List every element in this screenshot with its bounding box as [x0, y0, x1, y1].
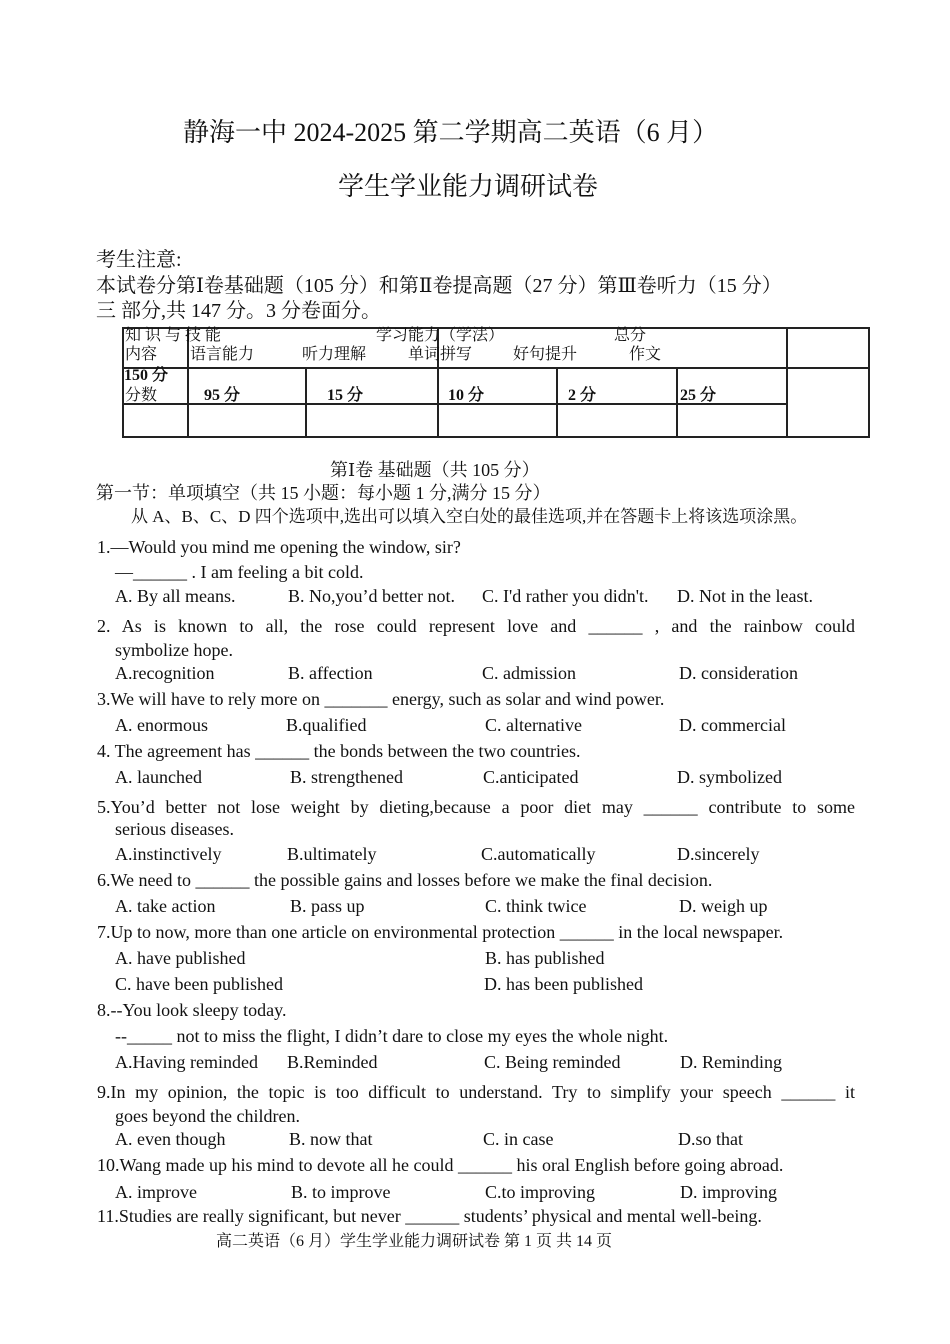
- option-c[interactable]: C. think twice: [485, 896, 587, 916]
- option-b[interactable]: B. affection: [288, 663, 373, 683]
- option-c[interactable]: C.anticipated: [483, 767, 579, 787]
- option-b[interactable]: B. No,you’d better not.: [288, 586, 455, 606]
- option-c[interactable]: C.to improving: [485, 1182, 596, 1202]
- option-a[interactable]: A. improve: [115, 1182, 197, 1202]
- notice-line-2: 三 部分,共 147 分。3 分卷面分。: [96, 300, 381, 322]
- question-stem: 10.Wang made up his mind to devote all he could ______ his oral English before going abroad.: [97, 1155, 784, 1175]
- table-score-sentence: 2 分: [568, 387, 597, 404]
- option-d[interactable]: D. Not in the least.: [677, 586, 813, 606]
- table-score-spelling: 10 分: [448, 387, 485, 404]
- option-a[interactable]: A. take action: [115, 896, 216, 916]
- option-c[interactable]: C. admission: [482, 663, 577, 683]
- option-c[interactable]: C. in case: [483, 1129, 554, 1149]
- option-a[interactable]: A. have published: [115, 948, 246, 968]
- table-header-learning: 学习能力（学法）: [376, 327, 505, 344]
- table-header-spelling: 单词拼写: [408, 346, 473, 363]
- table-total-score: 150 分: [124, 367, 169, 384]
- option-d[interactable]: D. weigh up: [679, 896, 768, 916]
- option-a[interactable]: A. launched: [115, 767, 202, 787]
- option-b[interactable]: B.qualified: [286, 715, 367, 735]
- table-header-total: 总分: [614, 327, 647, 344]
- section-instruction: 从 A、B、C、D 四个选项中,选出可以填入空白处的最佳选项,并在答题卡上将该选项涂黑。: [131, 507, 808, 526]
- option-a[interactable]: A.recognition: [115, 663, 215, 683]
- table-score-listening: 15 分: [327, 387, 364, 404]
- table-label-score: 分数: [125, 387, 158, 404]
- option-d[interactable]: D.so that: [678, 1129, 743, 1149]
- option-d[interactable]: D. has been published: [484, 974, 643, 994]
- option-c[interactable]: C. Being reminded: [484, 1052, 621, 1072]
- question-stem: --_____ not to miss the flight, I didn’t dare to close my eyes the whole night.: [115, 1026, 669, 1046]
- option-b[interactable]: B. now that: [289, 1129, 373, 1149]
- option-d[interactable]: D. symbolized: [677, 767, 782, 787]
- option-c[interactable]: C. I'd rather you didn't.: [482, 586, 649, 606]
- question-stem: symbolize hope.: [115, 640, 233, 660]
- title-line-2: 学生学业能力调研试卷: [338, 172, 599, 201]
- option-c[interactable]: C.automatically: [481, 844, 596, 864]
- notice-heading: 考生注意:: [96, 249, 182, 271]
- table-header-knowledge: 知 识 与 技 能: [125, 327, 222, 344]
- table-score-language: 95 分: [204, 387, 241, 404]
- question-stem: 2. As is known to all, the rose could represent love and ______ , and the rainbow could: [97, 616, 855, 636]
- option-b[interactable]: B.Reminded: [287, 1052, 378, 1072]
- option-a[interactable]: A. By all means.: [115, 586, 236, 606]
- question-stem: 11.Studies are really significant, but never ______ students’ physical and mental well-being.: [97, 1206, 762, 1226]
- part-title: 第Ⅰ卷 基础题（共 105 分）: [330, 460, 540, 480]
- option-b[interactable]: B. to improve: [291, 1182, 391, 1202]
- table-score-writing: 25 分: [680, 387, 717, 404]
- option-b[interactable]: B. pass up: [290, 896, 365, 916]
- question-stem: 3.We will have to rely more on _______ energy, such as solar and wind power.: [97, 689, 665, 709]
- table-header-sentence: 好句提升: [513, 346, 578, 363]
- question-stem: 6.We need to ______ the possible gains and losses before we make the final decision.: [97, 870, 713, 890]
- question-stem: 9.In my opinion, the topic is too difficult to understand. Try to simplify your speech ______ it: [97, 1082, 855, 1102]
- option-a[interactable]: A.instinctively: [115, 844, 222, 864]
- question-stem: serious diseases.: [115, 819, 234, 839]
- option-d[interactable]: D. consideration: [679, 663, 798, 683]
- option-c[interactable]: C. have been published: [115, 974, 283, 994]
- section-subtitle: 第一节：单项填空（共 15 小题：每小题 1 分,满分 15 分）: [96, 483, 551, 503]
- option-b[interactable]: B.ultimately: [287, 844, 377, 864]
- option-a[interactable]: A.Having reminded: [115, 1052, 258, 1072]
- option-d[interactable]: D. commercial: [679, 715, 786, 735]
- question-stem: goes beyond the children.: [115, 1106, 300, 1126]
- question-stem: 8.--You look sleepy today.: [97, 1000, 287, 1020]
- question-stem: 5.You’d better not lose weight by dieting,because a poor diet may ______ contribute to some: [97, 797, 855, 817]
- page-footer: 高二英语（6 月）学生学业能力调研试卷 第 1 页 共 14 页: [216, 1233, 613, 1250]
- question-stem: 1.—Would you mind me opening the window, sir?: [97, 537, 461, 557]
- option-d[interactable]: D. Reminding: [680, 1052, 782, 1072]
- option-c[interactable]: C. alternative: [485, 715, 582, 735]
- table-header-listening: 听力理解: [302, 346, 367, 363]
- table-header-writing: 作文: [629, 346, 662, 363]
- option-b[interactable]: B. strengthened: [290, 767, 403, 787]
- table-header-content: 内容: [125, 346, 158, 363]
- notice-line-1: 本试卷分第Ⅰ卷基础题（105 分）和第Ⅱ卷提高题（27 分）第Ⅲ卷听力（15 分）: [96, 275, 782, 297]
- title-line-1: 静海一中 2024-2025 第二学期高二英语（6 月）: [183, 118, 719, 147]
- option-a[interactable]: A. enormous: [115, 715, 208, 735]
- option-a[interactable]: A. even though: [115, 1129, 226, 1149]
- question-stem: —______ . I am feeling a bit cold.: [115, 562, 364, 582]
- option-b[interactable]: B. has published: [485, 948, 605, 968]
- question-stem: 4. The agreement has ______ the bonds between the two countries.: [97, 741, 581, 761]
- table-header-language: 语言能力: [190, 346, 255, 363]
- question-stem: 7.Up to now, more than one article on environmental protection ______ in the local newspaper.: [97, 922, 784, 942]
- option-d[interactable]: D. improving: [680, 1182, 777, 1202]
- option-d[interactable]: D.sincerely: [677, 844, 760, 864]
